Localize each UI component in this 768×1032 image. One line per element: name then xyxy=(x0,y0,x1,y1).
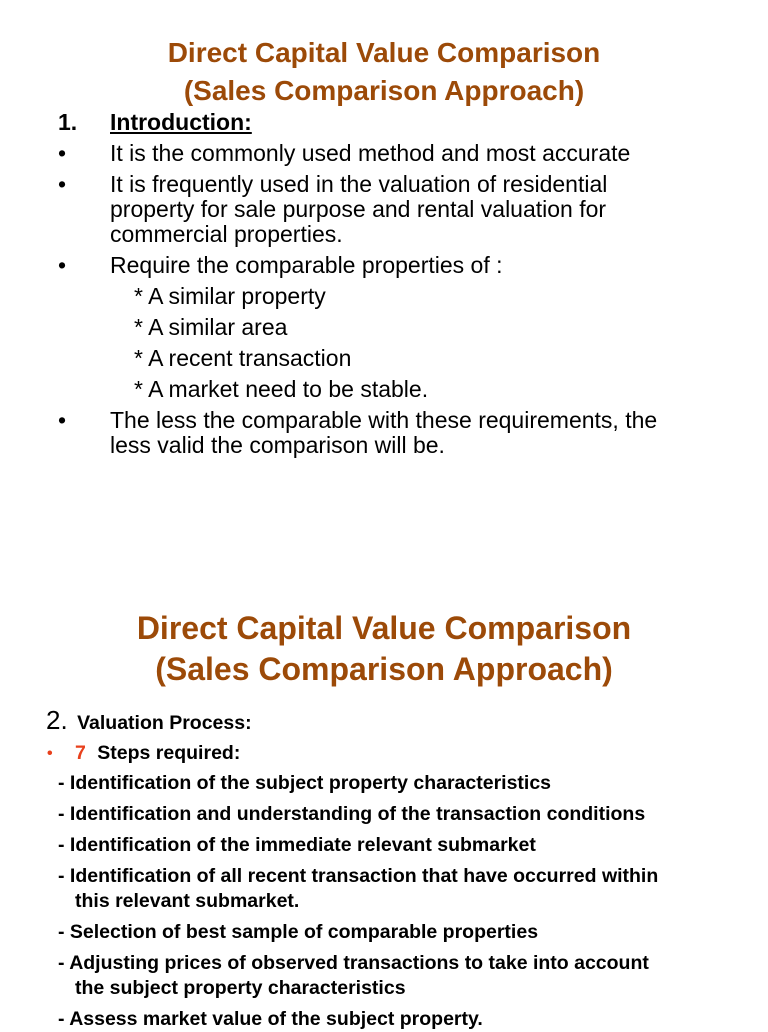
bullet-item xyxy=(0,141,768,166)
section-heading-row xyxy=(0,110,768,135)
step-line: - Selection of best sample of comparable properties xyxy=(58,921,539,943)
bullet-marker: • xyxy=(58,171,67,197)
bullet-line: property for sale purpose and rental valuation for xyxy=(110,196,607,222)
slide1-body xyxy=(0,110,768,458)
process-heading-row xyxy=(0,705,768,736)
section-heading: Introduction: xyxy=(110,109,252,135)
requirement-item: * A recent transaction xyxy=(134,345,352,371)
bullet-marker: • xyxy=(58,140,67,166)
step-line: - Identification and understanding of the transaction conditions xyxy=(58,803,646,825)
process-number: 2. xyxy=(46,705,68,735)
step-item xyxy=(0,864,768,914)
bullet-line: It is frequently used in the valuation of residential xyxy=(110,171,608,197)
bullet-line: commercial properties. xyxy=(110,221,343,247)
section-number: 1. xyxy=(58,109,78,135)
steps-list xyxy=(0,771,768,1032)
bullet-item xyxy=(0,253,768,278)
slide-valuation-process xyxy=(0,512,768,1030)
steps-label: Steps required: xyxy=(97,742,241,764)
bullet-marker: • xyxy=(58,252,67,278)
slide2-title-line2: (Sales Comparison Approach) xyxy=(155,651,613,687)
step-item xyxy=(0,771,768,796)
bullet-text: It is the commonly used method and most accurate xyxy=(110,140,631,166)
step-line-continued: the subject property characteristics xyxy=(75,977,406,999)
bullet-item xyxy=(0,408,768,458)
requirement-item: * A similar property xyxy=(134,283,326,309)
step-line: - Identification of all recent transaction that have occurred within xyxy=(58,865,659,887)
step-line: - Identification of the subject property characteristics xyxy=(58,772,552,794)
step-item xyxy=(0,1007,768,1032)
step-item xyxy=(0,802,768,827)
steps-count: 7 xyxy=(75,742,86,764)
step-item xyxy=(0,951,768,1001)
step-line: - Assess market value of the subject property. xyxy=(58,1008,483,1030)
requirement-item: * A similar area xyxy=(134,314,288,340)
slide1-title-line2: (Sales Comparison Approach) xyxy=(183,75,585,106)
slide2-title-line1: Direct Capital Value Comparison xyxy=(136,610,632,646)
slide1-title xyxy=(0,34,768,110)
step-line: - Identification of the immediate relevant submarket xyxy=(58,834,536,856)
step-line: - Adjusting prices of observed transactions to take into account xyxy=(58,952,649,974)
bullet-line: less valid the comparison will be. xyxy=(110,432,445,458)
step-item xyxy=(0,833,768,858)
process-heading: Valuation Process: xyxy=(77,712,252,734)
bullet-marker: • xyxy=(58,407,67,433)
steps-required-row xyxy=(0,741,768,766)
steps-bullet: • xyxy=(47,745,53,762)
slide2-body xyxy=(0,705,768,1032)
bullet-text: Require the comparable properties of : xyxy=(110,252,503,278)
bullet-line: The less the comparable with these requirements, the xyxy=(110,407,658,433)
requirement-item: * A market need to be stable. xyxy=(134,376,429,402)
step-line-continued: this relevant submarket. xyxy=(75,890,300,912)
slide2-title xyxy=(0,608,768,690)
slide-introduction xyxy=(0,0,768,512)
step-item xyxy=(0,920,768,945)
slide1-title-line1: Direct Capital Value Comparison xyxy=(167,37,601,68)
bullet-item xyxy=(0,172,768,247)
